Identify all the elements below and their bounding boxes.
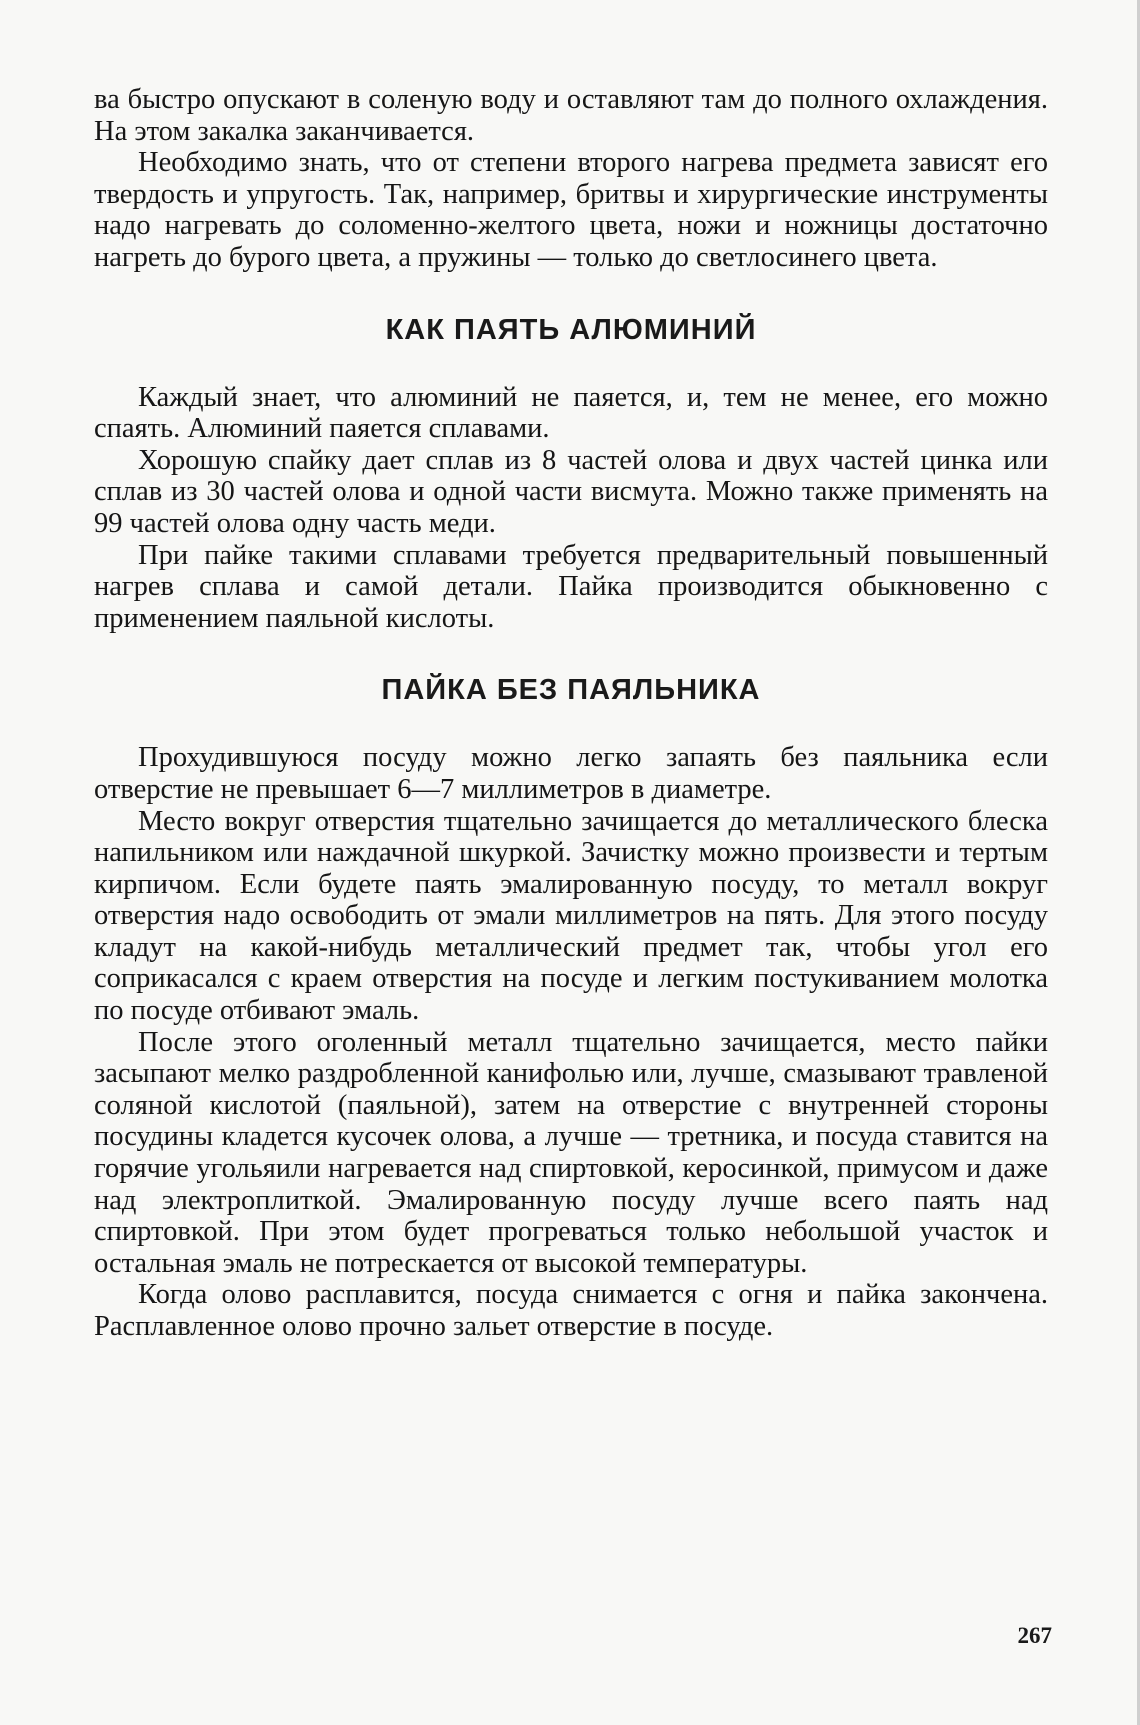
no-iron-paragraph-3: После этого оголенный металл тщательно зачищается, место пайки засыпают мелко раздробленной канифолью или, лучше, смазывают травленой соляной кислотой (паяльной), затем на отверстие с внутренней стороны посудины кладется кусочек олова, а лучше — третника, и посуда ставится на горячие угольяили нагревается над спиртовкой, керосинкой, примусом и даже над электроплиткой. Эмалированную посуду лучше всего паять над спиртовкой. При этом будет прогреваться только небольшой участок и остальная эмаль не потрескается от высокой температуры. bbox=[94, 1026, 1048, 1279]
aluminum-paragraph-2: Хорошую спайку дает сплав из 8 частей олова и двух частей цинка или сплав из 30 частей олова и одной части висмута. Можно также применять на 99 частей олова одну часть меди. bbox=[94, 444, 1048, 539]
page-text bbox=[94, 84, 1048, 1343]
section-heading-aluminum: КАК ПАЯТЬ АЛЮМИНИЙ bbox=[385, 313, 757, 346]
no-iron-paragraph-4: Когда олово расплавится, посуда снимается с огня и пайка закончена. Расплавленное олово прочно зальет отверстие в посуде. bbox=[94, 1279, 1048, 1342]
aluminum-paragraph-1: Каждый знает, что алюминий не паяется, и, тем не менее, его можно спаять. Алюминий паяется сплавами. bbox=[94, 381, 1048, 445]
section-heading-no-iron: ПАЙКА БЕЗ ПАЯЛЬНИКА bbox=[381, 674, 761, 707]
no-iron-paragraph-2: Место вокруг отверстия тщательно зачищается до металлического блеска напильником или наждачной шкуркой. Зачистку можно произвести и тертым кирпичом. Если будете паять эмалированную посуду, то металл вокруг отверстия надо освободить от эмали миллиметров на пять. Для этого посуду кладут на какой-нибудь металлический предмет так, чтобы угол его соприкасался с краем отверстия на посуде и легким постукиванием молотка по посуде отбивают эмаль. bbox=[94, 805, 1048, 1027]
intro-paragraph-1: ва быстро опускают в соленую воду и оставляют там до полного охлаждения. На этом закалка заканчивается. bbox=[94, 84, 1048, 147]
aluminum-paragraph-3: При пайке такими сплавами требуется предварительный повышенный нагрев сплава и самой детали. Пайка производится обыкновенно с применением паяльной кислоты. bbox=[94, 539, 1048, 634]
page-number: 267 bbox=[1017, 1623, 1052, 1648]
intro-paragraph-2: Необходимо знать, что от степени второго нагрева предмета зависят его твердость и упругость. Так, например, бритвы и хирургические инструменты надо нагревать до соломенно-желтого цвета, ножи и ножницы достаточно нагреть до бурого цвета, а пружины — только до светлосинего цвета. bbox=[94, 147, 1048, 273]
no-iron-paragraph-1: Прохудившуюся посуду можно легко запаять без паяльника если отверстие не превышает 6—7 миллиметров в диаметре. bbox=[94, 742, 1048, 805]
